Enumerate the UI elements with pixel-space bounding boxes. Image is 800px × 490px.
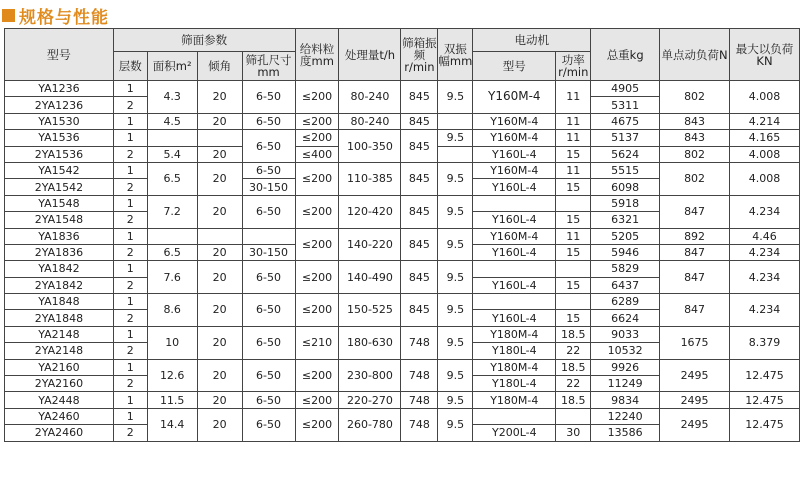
col-motor: 电动机 — [473, 29, 591, 52]
cell-layers: 1 — [113, 359, 147, 375]
cell-motor-model: Y160L-4 — [473, 310, 556, 326]
cell-layers: 2 — [113, 277, 147, 293]
cell-motor-model: Y180M-4 — [473, 326, 556, 342]
cell-layers: 2 — [113, 343, 147, 359]
cell-layers: 2 — [113, 97, 147, 113]
square-bullet-icon — [2, 9, 15, 22]
cell-hole: 6-50 — [242, 392, 295, 408]
cell-hole: 6-50 — [242, 162, 295, 178]
cell-freq: 845 — [401, 195, 438, 228]
cell-power: 11 — [556, 162, 591, 178]
cell-capacity: 260-780 — [339, 408, 401, 441]
cell-motor-model: Y180M-4 — [473, 392, 556, 408]
cell-layers: 2 — [113, 179, 147, 195]
cell-power: 22 — [556, 343, 591, 359]
cell-model: YA1536 — [5, 130, 114, 146]
cell-motor-model: Y160M-4 — [473, 113, 556, 129]
cell-weight: 4675 — [591, 113, 660, 129]
table-row — [5, 162, 800, 178]
cell-feed: ≤200 — [295, 81, 339, 114]
cell-model: 2YA1236 — [5, 97, 114, 113]
cell-model: YA1842 — [5, 261, 114, 277]
cell-amp: 9.5 — [438, 326, 473, 359]
cell-feed: ≤400 — [295, 146, 339, 162]
cell-motor-model: Y180L-4 — [473, 343, 556, 359]
cell-feed: ≤200 — [295, 392, 339, 408]
cell-hole: 6-50 — [242, 408, 295, 441]
cell-motor-model: Y160L-4 — [473, 244, 556, 260]
cell-single-load: 1675 — [660, 326, 730, 359]
cell-motor-model: Y160L-4 — [473, 212, 556, 228]
cell-feed: ≤200 — [295, 162, 339, 195]
cell-capacity: 110-385 — [339, 162, 401, 195]
cell-angle: 20 — [197, 162, 242, 195]
cell-motor-model — [473, 261, 556, 277]
cell-layers: 2 — [113, 310, 147, 326]
cell-amp: 9.5 — [438, 162, 473, 195]
cell-power — [556, 261, 591, 277]
cell-single-load: 2495 — [660, 408, 730, 441]
table-row — [5, 228, 800, 244]
cell-freq: 845 — [401, 130, 438, 163]
cell-motor-model: Y200L-4 — [473, 425, 556, 441]
cell-angle: 20 — [197, 244, 242, 260]
cell-layers: 1 — [113, 130, 147, 146]
cell-single-load: 802 — [660, 81, 730, 114]
cell-power: 11 — [556, 113, 591, 129]
cell-freq: 748 — [401, 359, 438, 392]
cell-power: 18.5 — [556, 326, 591, 342]
cell-amp: 9.5 — [438, 130, 473, 146]
cell-weight: 9926 — [591, 359, 660, 375]
cell-freq: 845 — [401, 228, 438, 261]
cell-hole: 6-50 — [242, 130, 295, 163]
cell-motor-model — [473, 294, 556, 310]
cell-hole: 6-50 — [242, 261, 295, 294]
cell-power — [556, 294, 591, 310]
cell-feed: ≤200 — [295, 408, 339, 441]
cell-layers: 2 — [113, 146, 147, 162]
cell-capacity: 140-490 — [339, 261, 401, 294]
cell-model: YA1848 — [5, 294, 114, 310]
cell-angle: 20 — [197, 146, 242, 162]
cell-feed: ≤200 — [295, 130, 339, 146]
cell-layers: 1 — [113, 113, 147, 129]
cell-area: 14.4 — [147, 408, 197, 441]
cell-feed: ≤210 — [295, 326, 339, 359]
cell-weight: 6437 — [591, 277, 660, 293]
cell-max-load: 4.008 — [730, 162, 800, 195]
cell-weight: 4905 — [591, 81, 660, 97]
cell-power: 15 — [556, 244, 591, 260]
cell-model: 2YA1836 — [5, 244, 114, 260]
cell-power — [556, 195, 591, 211]
cell-weight: 6289 — [591, 294, 660, 310]
col-angle: 倾角 — [197, 52, 242, 81]
cell-model: YA1236 — [5, 81, 114, 97]
cell-power: 15 — [556, 212, 591, 228]
table-row — [5, 81, 800, 97]
cell-model: YA2448 — [5, 392, 114, 408]
cell-hole: 6-50 — [242, 81, 295, 114]
cell-weight: 5918 — [591, 195, 660, 211]
cell-single-load: 847 — [660, 244, 730, 260]
cell-layers: 1 — [113, 228, 147, 244]
cell-angle: 20 — [197, 408, 242, 441]
cell-power: 15 — [556, 310, 591, 326]
cell-max-load: 4.234 — [730, 244, 800, 260]
cell-capacity: 180-630 — [339, 326, 401, 359]
cell-power: 11 — [556, 130, 591, 146]
cell-model: 2YA1536 — [5, 146, 114, 162]
cell-motor-model: Y160M-4 — [473, 228, 556, 244]
table-row — [5, 130, 800, 146]
cell-single-load: 892 — [660, 228, 730, 244]
cell-single-load: 843 — [660, 130, 730, 146]
cell-weight: 13586 — [591, 425, 660, 441]
cell-layers: 2 — [113, 425, 147, 441]
cell-freq: 748 — [401, 408, 438, 441]
cell-weight: 6321 — [591, 212, 660, 228]
cell-feed: ≤200 — [295, 228, 339, 261]
cell-single-load: 802 — [660, 162, 730, 195]
cell-amp: 9.5 — [438, 359, 473, 392]
cell-motor-model: Y160M-4 — [473, 81, 556, 114]
cell-angle: 20 — [197, 113, 242, 129]
cell-model: YA2160 — [5, 359, 114, 375]
cell-power: 15 — [556, 277, 591, 293]
cell-area: 5.4 — [147, 146, 197, 162]
cell-amp: 9.5 — [438, 195, 473, 228]
cell-area: 12.6 — [147, 359, 197, 392]
cell-single-load: 2495 — [660, 359, 730, 392]
cell-single-load: 802 — [660, 146, 730, 162]
section-title — [2, 4, 109, 26]
col-motor-model: 型号 — [473, 52, 556, 81]
cell-single-load: 2495 — [660, 392, 730, 408]
cell-motor-model — [473, 195, 556, 211]
cell-weight: 9834 — [591, 392, 660, 408]
cell-amp: 9.5 — [438, 294, 473, 327]
cell-model: YA2460 — [5, 408, 114, 424]
cell-layers: 1 — [113, 392, 147, 408]
cell-freq: 748 — [401, 326, 438, 359]
col-capacity: 处理量t/h — [339, 29, 401, 81]
cell-motor-model — [473, 408, 556, 424]
cell-max-load: 4.165 — [730, 130, 800, 146]
cell-area: 6.5 — [147, 244, 197, 260]
cell-power: 18.5 — [556, 392, 591, 408]
cell-hole: 6-50 — [242, 195, 295, 228]
cell-motor-model: Y180M-4 — [473, 359, 556, 375]
cell-max-load: 4.234 — [730, 195, 800, 228]
cell-capacity: 100-350 — [339, 130, 401, 163]
col-hole: 筛孔尺寸mm — [242, 52, 295, 81]
col-layers: 层数 — [113, 52, 147, 81]
cell-power: 18.5 — [556, 359, 591, 375]
cell-single-load: 847 — [660, 261, 730, 294]
cell-feed: ≤200 — [295, 113, 339, 129]
col-model: 型号 — [5, 29, 114, 81]
cell-angle — [197, 130, 242, 146]
cell-capacity: 120-420 — [339, 195, 401, 228]
cell-weight: 5515 — [591, 162, 660, 178]
cell-layers: 1 — [113, 408, 147, 424]
cell-weight: 5311 — [591, 97, 660, 113]
cell-angle: 20 — [197, 81, 242, 114]
cell-model: 2YA2160 — [5, 376, 114, 392]
col-screen-params: 筛面参数 — [113, 29, 295, 52]
cell-weight: 6624 — [591, 310, 660, 326]
cell-motor-model: Y160L-4 — [473, 179, 556, 195]
cell-amp — [438, 113, 473, 129]
cell-feed: ≤200 — [295, 261, 339, 294]
col-freq: 筛箱振频r/min — [401, 29, 438, 81]
cell-capacity: 150-525 — [339, 294, 401, 327]
cell-capacity: 140-220 — [339, 228, 401, 261]
cell-freq: 845 — [401, 162, 438, 195]
cell-power: 30 — [556, 425, 591, 441]
cell-motor-model: Y160M-4 — [473, 130, 556, 146]
cell-weight: 6098 — [591, 179, 660, 195]
cell-angle: 20 — [197, 326, 242, 359]
cell-weight: 9033 — [591, 326, 660, 342]
cell-amp: 9.5 — [438, 81, 473, 114]
cell-max-load: 4.234 — [730, 294, 800, 327]
table-row — [5, 392, 800, 408]
cell-area: 7.6 — [147, 261, 197, 294]
cell-model: YA1530 — [5, 113, 114, 129]
cell-model: YA1836 — [5, 228, 114, 244]
cell-power: 11 — [556, 81, 591, 114]
cell-hole — [242, 228, 295, 244]
cell-freq: 845 — [401, 294, 438, 327]
cell-amp: 9.5 — [438, 228, 473, 261]
cell-max-load: 12.475 — [730, 392, 800, 408]
cell-area — [147, 130, 197, 146]
table-row — [5, 113, 800, 129]
cell-area: 4.5 — [147, 113, 197, 129]
cell-angle: 20 — [197, 261, 242, 294]
cell-max-load: 4.46 — [730, 228, 800, 244]
cell-amp: 9.5 — [438, 408, 473, 441]
cell-power — [556, 408, 591, 424]
cell-max-load: 12.475 — [730, 408, 800, 441]
cell-area: 6.5 — [147, 162, 197, 195]
cell-power: 11 — [556, 228, 591, 244]
cell-motor-model: Y160L-4 — [473, 277, 556, 293]
cell-feed: ≤200 — [295, 195, 339, 228]
cell-freq: 748 — [401, 392, 438, 408]
cell-layers: 1 — [113, 294, 147, 310]
cell-angle: 20 — [197, 359, 242, 392]
cell-model: 2YA2460 — [5, 425, 114, 441]
cell-weight: 10532 — [591, 343, 660, 359]
col-area: 面积m² — [147, 52, 197, 81]
cell-layers: 2 — [113, 376, 147, 392]
cell-model: 2YA1848 — [5, 310, 114, 326]
cell-motor-model: Y160L-4 — [473, 146, 556, 162]
cell-feed: ≤200 — [295, 359, 339, 392]
cell-model: YA2148 — [5, 326, 114, 342]
cell-max-load: 8.379 — [730, 326, 800, 359]
col-feed: 给料粒度mm — [295, 29, 339, 81]
cell-hole: 30-150 — [242, 244, 295, 260]
cell-capacity: 80-240 — [339, 113, 401, 129]
cell-model: 2YA2148 — [5, 343, 114, 359]
table-row — [5, 359, 800, 375]
cell-layers: 1 — [113, 162, 147, 178]
cell-weight: 5137 — [591, 130, 660, 146]
cell-area: 8.6 — [147, 294, 197, 327]
cell-layers: 2 — [113, 212, 147, 228]
cell-model: 2YA1842 — [5, 277, 114, 293]
cell-model: YA1548 — [5, 195, 114, 211]
cell-area: 7.2 — [147, 195, 197, 228]
cell-hole: 6-50 — [242, 359, 295, 392]
cell-weight: 5205 — [591, 228, 660, 244]
cell-power: 22 — [556, 376, 591, 392]
cell-freq: 845 — [401, 261, 438, 294]
cell-max-load: 12.475 — [730, 359, 800, 392]
cell-weight: 5946 — [591, 244, 660, 260]
cell-area: 11.5 — [147, 392, 197, 408]
cell-model: 2YA1548 — [5, 212, 114, 228]
cell-amp: 9.5 — [438, 261, 473, 294]
col-single-load: 单点动负荷N — [660, 29, 730, 81]
section-title-text: 规格与性能 — [19, 7, 109, 28]
cell-area: 4.3 — [147, 81, 197, 114]
cell-power: 15 — [556, 179, 591, 195]
cell-hole: 6-50 — [242, 294, 295, 327]
table-row — [5, 294, 800, 310]
cell-layers: 1 — [113, 81, 147, 97]
cell-freq: 845 — [401, 81, 438, 114]
cell-area — [147, 228, 197, 244]
cell-capacity: 230-800 — [339, 359, 401, 392]
cell-model: YA1542 — [5, 162, 114, 178]
cell-max-load: 4.008 — [730, 81, 800, 114]
table-row — [5, 261, 800, 277]
cell-motor-model: Y160M-4 — [473, 162, 556, 178]
table-row — [5, 195, 800, 211]
cell-max-load: 4.234 — [730, 261, 800, 294]
col-weight: 总重kg — [591, 29, 660, 81]
cell-layers: 1 — [113, 326, 147, 342]
cell-weight: 11249 — [591, 376, 660, 392]
cell-hole: 6-50 — [242, 113, 295, 129]
cell-capacity: 220-270 — [339, 392, 401, 408]
cell-hole: 6-50 — [242, 326, 295, 359]
cell-feed: ≤200 — [295, 294, 339, 327]
cell-motor-model: Y180L-4 — [473, 376, 556, 392]
cell-model: 2YA1542 — [5, 179, 114, 195]
col-power: 功率r/min — [556, 52, 591, 81]
cell-angle — [197, 228, 242, 244]
cell-layers: 1 — [113, 261, 147, 277]
cell-weight: 5829 — [591, 261, 660, 277]
cell-single-load: 847 — [660, 195, 730, 228]
col-max-load: 最大以负荷KN — [730, 29, 800, 81]
cell-single-load: 847 — [660, 294, 730, 327]
cell-capacity: 80-240 — [339, 81, 401, 114]
cell-area: 10 — [147, 326, 197, 359]
cell-amp: 9.5 — [438, 392, 473, 408]
table-row — [5, 408, 800, 424]
table-row — [5, 326, 800, 342]
cell-angle: 20 — [197, 195, 242, 228]
cell-weight: 12240 — [591, 408, 660, 424]
cell-power: 15 — [556, 146, 591, 162]
cell-single-load: 843 — [660, 113, 730, 129]
cell-max-load: 4.008 — [730, 146, 800, 162]
cell-max-load: 4.214 — [730, 113, 800, 129]
cell-angle: 20 — [197, 294, 242, 327]
spec-table — [4, 28, 800, 442]
cell-layers: 2 — [113, 244, 147, 260]
cell-weight: 5624 — [591, 146, 660, 162]
cell-hole: 30-150 — [242, 179, 295, 195]
cell-freq: 845 — [401, 113, 438, 129]
col-amp: 双振幅mm — [438, 29, 473, 81]
cell-angle: 20 — [197, 392, 242, 408]
cell-layers: 1 — [113, 195, 147, 211]
